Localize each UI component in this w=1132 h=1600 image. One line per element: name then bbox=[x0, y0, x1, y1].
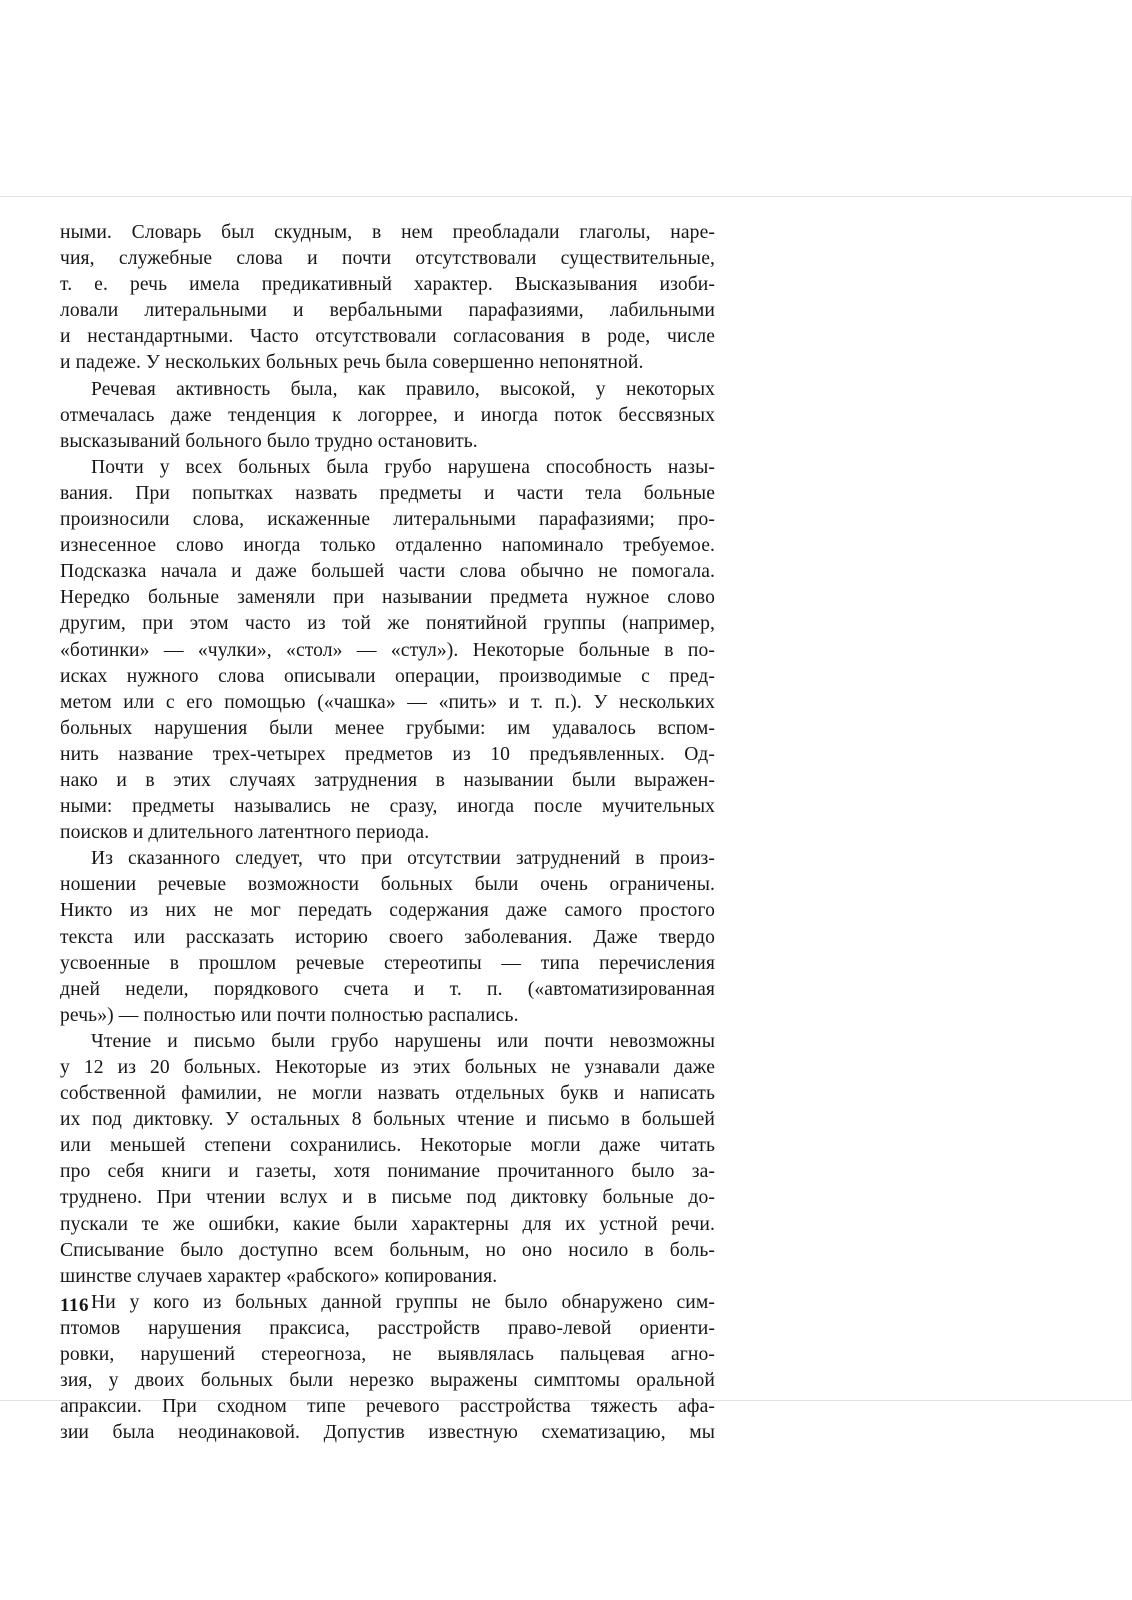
text-line: Подсказка начала и даже большей части слова обычно не помогала. bbox=[60, 561, 715, 583]
text-line: труднено. При чтении вслух и в письме под диктовку больные до- bbox=[60, 1187, 715, 1209]
text-line: вания. При попытках назвать предметы и части тела больные bbox=[60, 482, 715, 504]
text-line: другим, при этом часто из той же понятийной группы (например, bbox=[60, 613, 715, 635]
text-line: Списывание было доступно всем больным, но оно носило в боль- bbox=[60, 1239, 715, 1261]
text-line: Нередко больные заменяли при назывании предмета нужное слово bbox=[60, 587, 715, 609]
text-line: усвоенные в прошлом речевые стереотипы — типа перечисления bbox=[60, 952, 715, 974]
text-line: пускали те же ошибки, какие были характерны для их устной речи. bbox=[60, 1213, 715, 1235]
text-line: ловали литеральными и вербальными парафазиями, лабильными bbox=[60, 300, 715, 322]
text-line: ными: предметы назывались не сразу, иногда после мучительных bbox=[60, 796, 715, 818]
text-line: дней недели, порядкового счета и т. п. («автоматизированная bbox=[60, 978, 715, 1000]
page-text-block bbox=[60, 220, 715, 1446]
text-line: Ни у кого из больных данной группы не было обнаружено сим- bbox=[91, 1291, 715, 1313]
text-line: изнесенное слово иногда только отдаленно напоминало требуемое. bbox=[60, 535, 715, 557]
text-line: Из сказанного следует, что при отсутствии затруднений в произ- bbox=[91, 848, 715, 870]
text-line: отмечалась даже тенденция к логоррее, и иногда поток бессвязных bbox=[60, 404, 715, 426]
text-line: чия, служебные слова и почти отсутствовали существительные, bbox=[60, 248, 715, 270]
text-line: у 12 из 20 больных. Некоторые из этих больных не узнавали даже bbox=[60, 1057, 715, 1078]
text-line: Речевая активность была, как правило, высокой, у некоторых bbox=[91, 378, 715, 400]
text-line: больных нарушения были менее грубыми: им удавалось вспом- bbox=[60, 717, 715, 739]
text-line: метом или с его помощью («чашка» — «пить» и т. п.). У нескольких bbox=[60, 691, 715, 713]
text-line: ношении речевые возможности больных были очень ограничены. bbox=[60, 874, 715, 896]
text-line: поисков и длительного латентного периода. bbox=[60, 822, 430, 844]
text-line: или меньшей степени сохранились. Некоторые могли даже читать bbox=[60, 1135, 715, 1157]
text-line: исках нужного слова описывали операции, производимые с пред- bbox=[60, 665, 715, 687]
text-line: про себя книги и газеты, хотя понимание прочитанного было за- bbox=[60, 1161, 715, 1183]
text-line: т. е. речь имела предикативный характер. Высказывания изоби- bbox=[60, 274, 715, 296]
text-line: текста или рассказать историю своего заболевания. Даже твердо bbox=[60, 926, 715, 948]
text-line: собственной фамилии, не могли назвать отдельных букв и написать bbox=[60, 1083, 715, 1105]
text-line: и нестандартными. Часто отсутствовали согласования в роде, числе bbox=[60, 326, 715, 348]
text-line: Чтение и письмо были грубо нарушены или почти невозможны bbox=[91, 1030, 715, 1052]
page-number: 116 bbox=[60, 1295, 89, 1316]
text-line: нить название трех-четырех предметов из 10 предъявленных. Од- bbox=[60, 743, 715, 765]
text-line: «ботинки» — «чулки», «стол» — «стул»). Некоторые больные в по- bbox=[60, 639, 715, 661]
text-line: произносили слова, искаженные литеральными парафазиями; про- bbox=[60, 509, 715, 531]
text-line: Никто из них не мог передать содержания даже самого простого bbox=[60, 900, 715, 922]
text-line: апраксии. При сходном типе речевого расстройства тяжесть афа- bbox=[60, 1396, 715, 1418]
text-line: и падеже. У нескольких больных речь была совершенно непонятной. bbox=[60, 352, 644, 374]
text-line: зии была неодинаковой. Допустив известную схематизацию, мы bbox=[60, 1422, 715, 1444]
text-line: речь») — полностью или почти полностью распались. bbox=[60, 1004, 519, 1026]
text-line: шинстве случаев характер «рабского» копирования. bbox=[60, 1265, 498, 1287]
text-line: ровки, нарушений стереогноза, не выявлялась пальцевая агно- bbox=[60, 1344, 715, 1366]
text-line: нако и в этих случаях затруднения в назывании были выражен- bbox=[60, 769, 715, 791]
text-line: зия, у двоих больных были нерезко выражены симптомы оральной bbox=[60, 1370, 715, 1392]
text-line: высказываний больного было трудно остановить. bbox=[60, 430, 478, 452]
text-line: птомов нарушения праксиса, расстройств право-левой ориенти- bbox=[60, 1317, 715, 1339]
text-line: их под диктовку. У остальных 8 больных чтение и письмо в большей bbox=[60, 1109, 715, 1131]
text-line: ными. Словарь был скудным, в нем преобладали глаголы, наре- bbox=[60, 222, 715, 243]
text-line: Почти у всех больных была грубо нарушена способность назы- bbox=[91, 456, 715, 478]
page-top-border bbox=[0, 196, 1132, 197]
